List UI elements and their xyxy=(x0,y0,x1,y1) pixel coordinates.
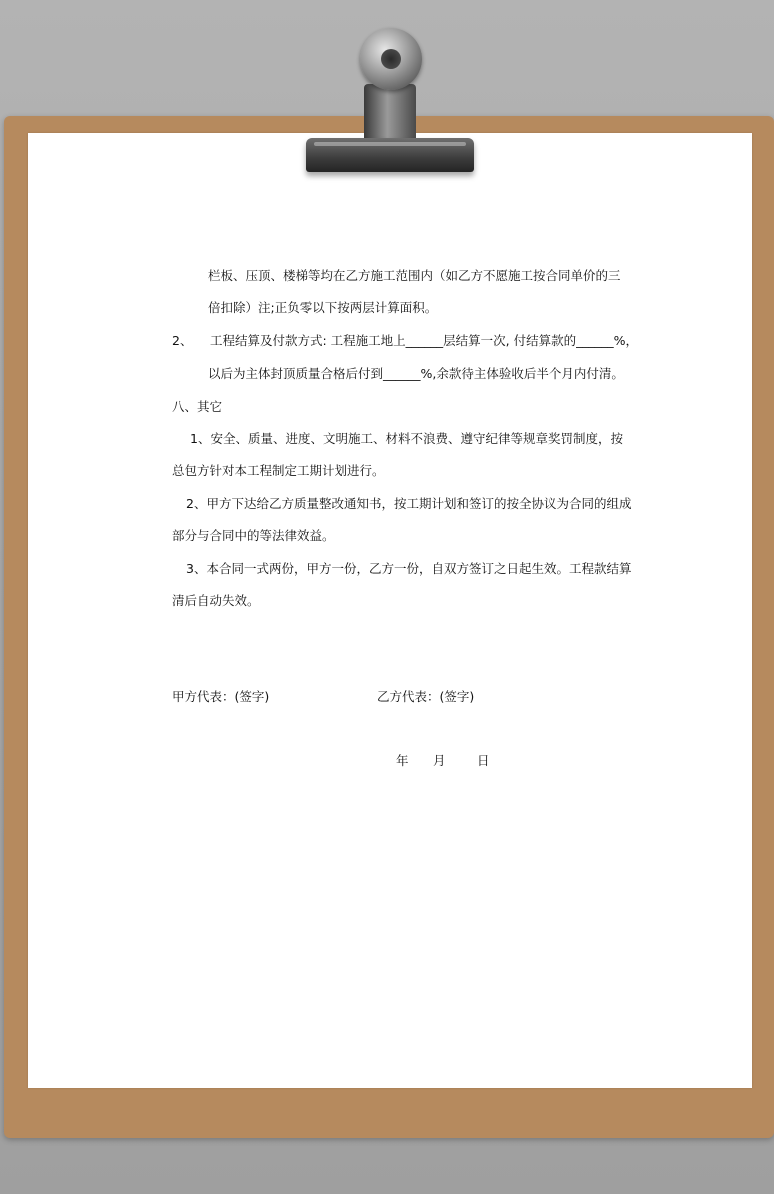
doc-line: 部分与合同中的等法律效益。 xyxy=(172,528,335,543)
signature-party-b: 乙方代表：(签字) xyxy=(377,689,475,704)
doc-line: 2、甲方下达给乙方质量整改通知书，按工期计划和签订的按全协议为合同的组成 xyxy=(186,496,632,511)
clip-arm xyxy=(364,84,416,144)
doc-line: 工程结算及付款方式: 工程施工地上______层结算一次, 付结算款的______%， xyxy=(210,333,639,348)
clause-number: 2、 xyxy=(172,333,193,348)
doc-line: 清后自动失效。 xyxy=(172,593,260,608)
doc-line: 倍扣除）注;正负零以下按两层计算面积。 xyxy=(208,300,438,315)
section-heading: 八、其它 xyxy=(172,399,223,414)
doc-line: 以后为主体封顶质量合格后付到______%,余款待主体验收后半个月内付清。 xyxy=(208,366,624,381)
binder-clip-icon xyxy=(306,138,474,172)
doc-line: 栏板、压顶、楼梯等均在乙方施工范围内（如乙方不愿施工按合同单价的三 xyxy=(208,268,621,283)
signature-party-a: 甲方代表：(签字) xyxy=(172,689,270,704)
clip-ring-icon xyxy=(360,28,422,90)
date-day: 日 xyxy=(477,753,490,768)
date-month: 月 xyxy=(433,753,446,768)
doc-line: 1、安全、质量、进度、文明施工、材料不浪费、遵守纪律等规章奖罚制度，按 xyxy=(190,431,623,446)
doc-line: 总包方针对本工程制定工期计划进行。 xyxy=(172,463,385,478)
doc-line: 3、本合同一式两份，甲方一份，乙方一份，自双方签订之日起生效。工程款结算 xyxy=(186,561,632,576)
date-year: 年 xyxy=(396,753,409,768)
